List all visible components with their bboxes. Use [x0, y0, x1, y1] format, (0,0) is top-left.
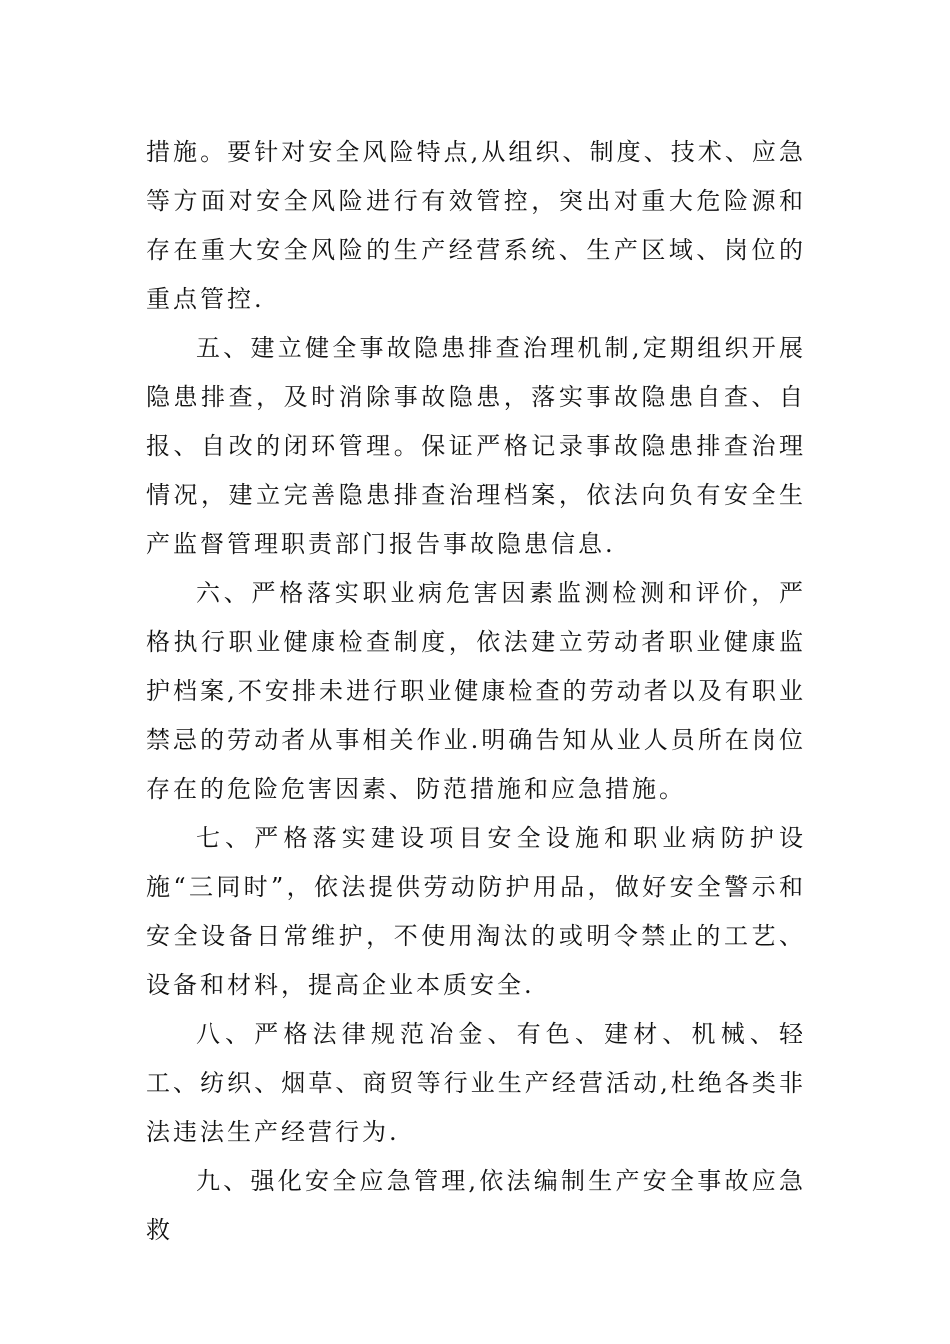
document-body: [146, 128, 806, 1255]
paragraph-continuation: 措施。要针对安全风险特点,从组织、制度、技术、应急等方面对安全风险进行有效管控，突出对重大危险源和存在重大安全风险的生产经营系统、生产区域、岗位的重点管控.: [146, 138, 806, 313]
paragraph-item-8: 八、严格法律规范冶金、有色、建材、机械、轻工、纺织、烟草、商贸等行业生产经营活动,杜绝各类非法违法生产经营行为.: [146, 1020, 806, 1146]
paragraph-item-9: 九、强化安全应急管理,依法编制生产安全事故应急救: [146, 1167, 806, 1244]
paragraph-item-6: 六、严格落实职业病危害因素监测检测和评价，严格执行职业健康检查制度，依法建立劳动者职业健康监护档案,不安排未进行职业健康检查的劳动者以及有职业禁忌的劳动者从事相关作业.明确告知从业人员所在岗位存在的危险危害因素、防范措施和应急措施。: [146, 579, 806, 803]
paragraph-item-7: 七、严格落实建设项目安全设施和职业病防护设施“三同时”，依法提供劳动防护用品，做好安全警示和安全设备日常维护，不使用淘汰的或明令禁止的工艺、设备和材料，提高企业本质安全.: [146, 824, 806, 999]
paragraph-item-5: 五、建立健全事故隐患排查治理机制,定期组织开展隐患排查，及时消除事故隐患，落实事故隐患自查、自报、自改的闭环管理。保证严格记录事故隐患排查治理情况，建立完善隐患排查治理档案，依法向负有安全生产监督管理职责部门报告事故隐患信息.: [146, 334, 806, 558]
